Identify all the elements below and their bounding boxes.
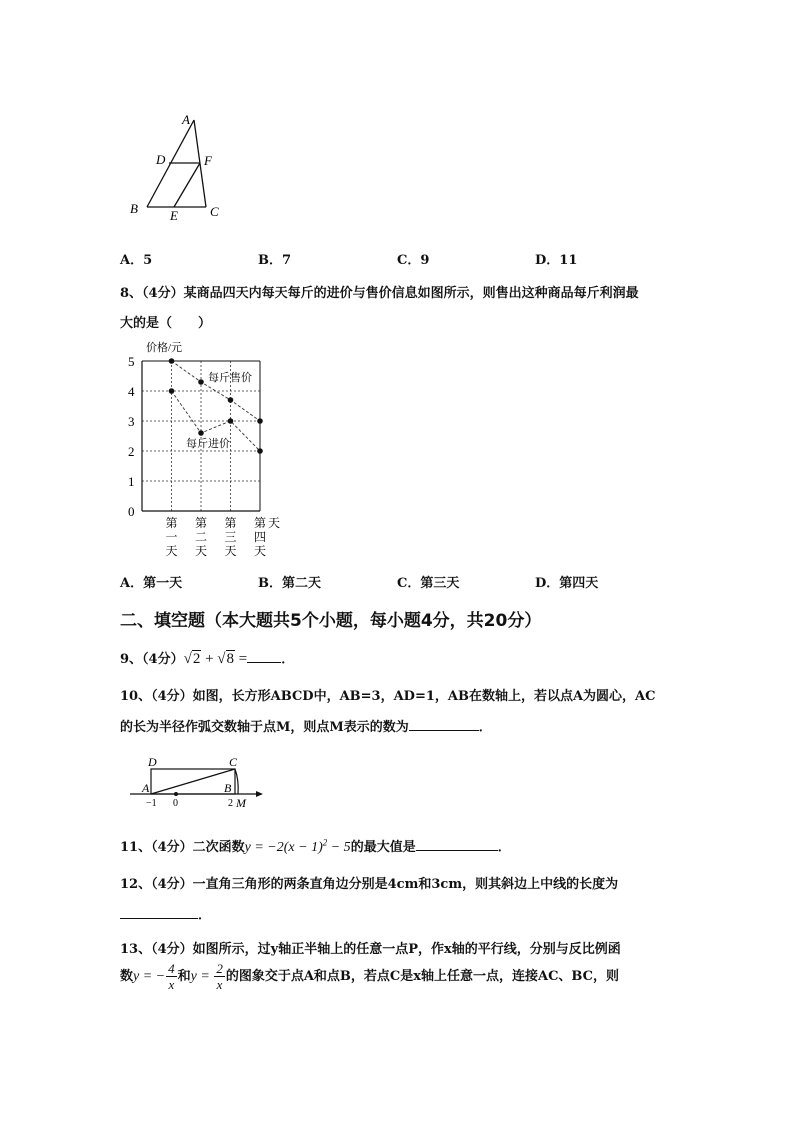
y-tick-label-2: 2	[128, 444, 135, 459]
q8-option-d: D．第四天	[535, 576, 599, 591]
q8-stem-line2: 大的是（ ）	[120, 316, 212, 331]
y-tick-label-0: 0	[128, 504, 135, 519]
q11-prefix: 11、（4分）二次函数	[120, 840, 245, 855]
q7-label-a: A	[182, 112, 190, 127]
x-tick-label-3-char-2: 天	[224, 544, 237, 558]
q7-triangle-figure	[120, 110, 240, 225]
point-series-0-day-3	[228, 397, 234, 403]
q10-suffix: ．	[478, 720, 492, 735]
chart-x-tick-labels	[166, 516, 267, 558]
x-tick-label-1-char-2: 天	[165, 544, 178, 558]
q8-price-chart	[120, 334, 290, 560]
q10-label-a: A	[142, 781, 150, 795]
point-series-1-day-1	[169, 388, 175, 394]
q12-line1: 12、（4分）一直角三角形的两条直角边分别是4cm和3cm，则其斜边上中线的长度为	[120, 877, 619, 892]
q7-label-c: C	[210, 204, 219, 219]
q11-function: $y = -2(x - 1)^2 - 5$	[244, 837, 351, 855]
q7-option-b: B．7	[258, 253, 292, 268]
q12-suffix: ．	[198, 908, 212, 923]
x-tick-label-2-char-2: 天	[195, 544, 208, 558]
q9-answer-blank[interactable]	[247, 648, 281, 663]
series-label-sell: 每斤售价	[208, 372, 252, 384]
q12-line2	[120, 904, 211, 923]
q7-option-a: A．5	[120, 253, 153, 268]
q13-line2	[120, 961, 619, 992]
q10-label-c: C	[229, 755, 238, 769]
point-series-0-day-4	[257, 418, 263, 424]
chart-ylabel: 价格/元	[146, 342, 183, 354]
point-series-0-day-2	[198, 379, 204, 385]
q11-middle: 的最大值是	[350, 840, 416, 855]
q8-option-c: C．第三天	[397, 576, 460, 591]
x-tick-label-1-char-0: 第	[165, 516, 178, 530]
q9-suffix: ．	[281, 652, 295, 667]
point-series-1-day-2	[198, 430, 204, 436]
q10-label-b: B	[224, 781, 232, 795]
x-tick-label-2-char-0: 第	[195, 516, 208, 530]
q10-tick-2: 2	[228, 798, 233, 809]
point-series-1-day-3	[228, 418, 234, 424]
q7-label-d: D	[156, 152, 166, 167]
x-tick-label-4-char-1: 四	[254, 530, 267, 544]
q7-option-c: C．9	[397, 253, 430, 268]
x-tick-label-3-char-1: 三	[224, 530, 237, 544]
x-tick-label-4-char-2: 天	[254, 544, 267, 558]
q10-line2	[120, 716, 492, 735]
q13-connector: 和	[177, 969, 191, 984]
y-tick-label-1: 1	[128, 474, 135, 489]
q13-fraction-1: $\frac{4}{x}$	[168, 961, 175, 992]
x-tick-label-2-char-1: 二	[195, 530, 208, 544]
q13-line2-prefix: 数	[120, 969, 134, 984]
q7-option-d: D．11	[535, 253, 578, 268]
q13-fraction-2: $\frac{2}{x}$	[216, 961, 223, 992]
q7-label-f: F	[204, 153, 212, 168]
point-series-0-day-1	[169, 358, 175, 364]
q11-suffix: ．	[497, 840, 511, 855]
section2-title: 二、填空题（本大题共5个小题，每小题4分，共20分）	[120, 611, 542, 631]
q13-line1: 13、（4分）如图所示，过y轴正半轴上的任意一点P，作x轴的平行线，分别与反比例函	[120, 942, 621, 957]
q7-label-b: B	[130, 201, 138, 216]
q10-line1: 10、（4分）如图，长方形ABCD中，AB=3，AD=1，AB在数轴上，若以点A为圆心，AC	[120, 689, 656, 704]
q13-y-eq-1: y = −	[133, 969, 166, 984]
q10-line2-text: 的长为半径作弧交数轴于点M，则点M表示的数为	[120, 720, 409, 735]
chart-y-tick-labels	[128, 354, 135, 519]
q10-label-m: M	[236, 796, 246, 810]
q11-line	[120, 836, 511, 856]
q8-option-a: A．第一天	[120, 576, 183, 591]
x-tick-label-3-char-0: 第	[224, 516, 237, 530]
point-series-1-day-4	[257, 448, 263, 454]
q13-line2-suffix: 的图象交于点A和点B，若点C是x轴上任意一点，连接AC、BC，则	[225, 969, 619, 984]
y-tick-label-3: 3	[128, 414, 135, 429]
q7-label-e: E	[170, 208, 178, 223]
q9-prefix: 9、（4分）	[120, 652, 184, 667]
series-label-buy: 每斤进价	[186, 438, 230, 450]
q10-tick-0: 0	[173, 798, 178, 809]
q8-option-b: B．第二天	[258, 576, 321, 591]
q10-tick-neg1: −1	[146, 798, 157, 809]
y-tick-label-4: 4	[128, 384, 135, 399]
q9-line	[120, 648, 294, 668]
q11-answer-blank[interactable]	[416, 836, 498, 851]
q10-rectangle-figure	[126, 752, 271, 812]
q10-label-d: D	[148, 755, 157, 769]
q10-answer-blank[interactable]	[409, 716, 479, 731]
q9-expression: √2 + √8 =	[183, 651, 248, 667]
q13-y-eq-2: y =	[190, 969, 214, 984]
q8-stem-line1: 8、（4分）某商品四天内每天每斤的进价与售价信息如图所示，则售出这种商品每斤利润最	[120, 286, 639, 301]
x-tick-label-4-char-0: 第	[254, 516, 267, 530]
x-tick-label-1-char-1: 一	[165, 530, 178, 544]
chart-xlabel: 天	[268, 516, 281, 530]
y-tick-label-5: 5	[128, 354, 135, 369]
q12-answer-blank[interactable]	[120, 904, 198, 919]
